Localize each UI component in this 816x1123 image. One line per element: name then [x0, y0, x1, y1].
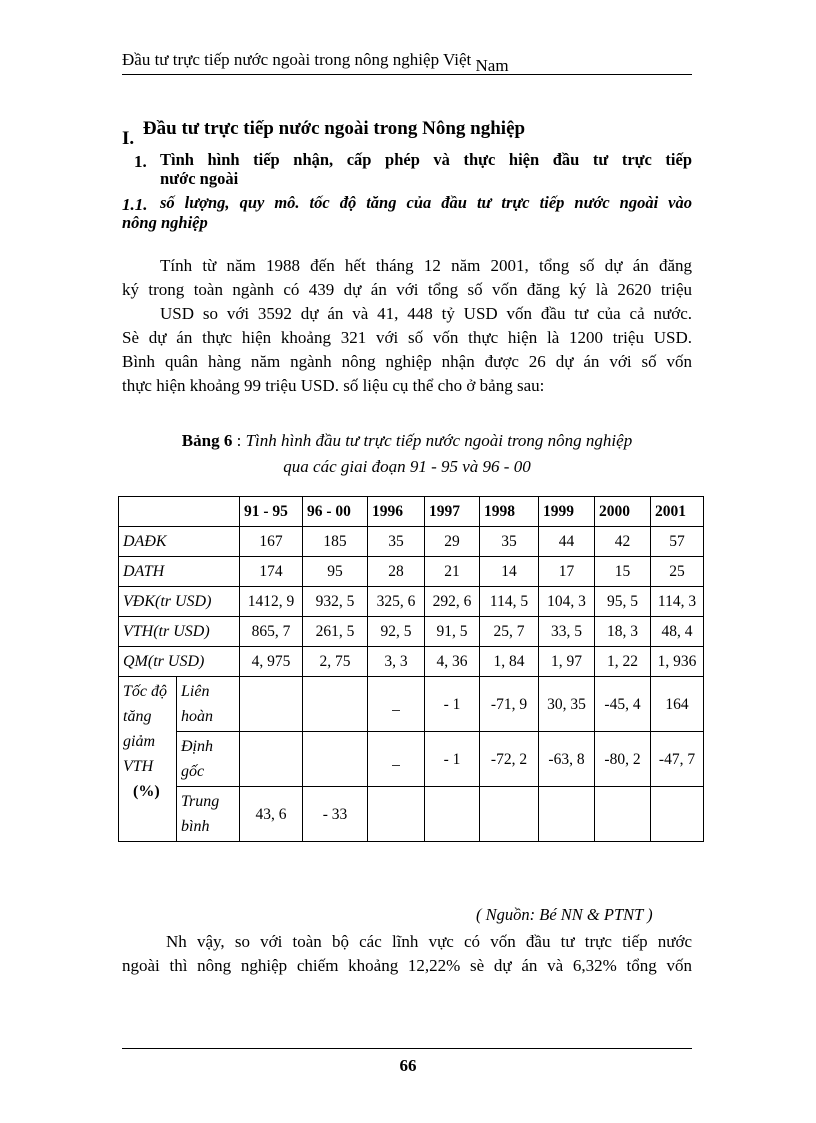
growth-group-title: Tốc độ tăng giảm VTH: [123, 683, 167, 775]
table-cell: 114, 3: [651, 587, 704, 617]
table-cell: [240, 677, 303, 732]
table-cell: 164: [651, 677, 704, 732]
paragraph-2: [122, 930, 692, 978]
paragraph-2-line: ngoài thì nông nghiệp chiếm khoảng 12,22% sè dự án và 6,32% tổng vốn: [122, 956, 692, 975]
footer-divider: [122, 1048, 692, 1049]
paragraph-1-line: Bình quân hàng năm ngành nông nghiệp nhận được 26 dự án với số vốn: [122, 352, 692, 371]
table-cell: 95: [303, 557, 368, 587]
row-label: Trung bình: [177, 787, 240, 842]
caption-label: Bảng 6: [181, 431, 233, 450]
caption-separator: :: [232, 431, 246, 450]
table-cell: _: [368, 732, 425, 787]
column-header: 1999: [539, 497, 595, 527]
table-cell: [480, 787, 539, 842]
row-label: QM(tr USD): [119, 647, 240, 677]
paragraph-1-line: Sè dự án thực hiện khoảng 321 với số vốn thực hiện là 1200 triệu USD.: [122, 328, 692, 347]
row-label: DATH: [119, 557, 240, 587]
table-cell: [368, 787, 425, 842]
paragraph-1-line: ký trong toàn ngành có 439 dự án với tổng số vốn đăng ký là 2620 triệu: [122, 280, 692, 299]
row-label: DAĐK: [119, 527, 240, 557]
column-header: 2001: [651, 497, 704, 527]
table-cell: - 1: [425, 732, 480, 787]
table-cell: [303, 732, 368, 787]
table-source: ( Nguồn: Bé NN & PTNT ): [476, 905, 653, 924]
table-cell: 25: [651, 557, 704, 587]
paragraph-2-line: Nh vậy, so với toàn bộ các lĩnh vực có vốn đầu tư trực tiếp nước: [166, 932, 692, 951]
table-row: [119, 527, 704, 557]
table-cell: 1, 936: [651, 647, 704, 677]
table-row: [119, 647, 704, 677]
table-row: [119, 557, 704, 587]
page-number: 66: [399, 1056, 417, 1075]
heading-3-line-1: số lượng, quy mô. tốc độ tăng của đầu tư trực tiếp nước ngoài vào: [160, 193, 692, 212]
table-cell: 292, 6: [425, 587, 480, 617]
paragraph-1-line: USD so với 3592 dự án và 41, 448 tỷ USD vốn đầu tư của cả nước.: [160, 304, 692, 323]
header-title-tail: Nam: [475, 56, 509, 75]
table-cell: 2, 75: [303, 647, 368, 677]
table-cell: 1, 84: [480, 647, 539, 677]
table-cell: - 33: [303, 787, 368, 842]
heading-2-line-1: Tình hình tiếp nhận, cấp phép và thực hiện đầu tư trực tiếp: [160, 150, 692, 169]
table-cell: 4, 975: [240, 647, 303, 677]
table-cell: 261, 5: [303, 617, 368, 647]
table-cell: 91, 5: [425, 617, 480, 647]
table-cell: 3, 3: [368, 647, 425, 677]
column-header: 2000: [595, 497, 651, 527]
header-title: Đầu tư trực tiếp nước ngoài trong nông nghiệp Việt: [122, 50, 472, 69]
table-cell: 865, 7: [240, 617, 303, 647]
table-cell: 14: [480, 557, 539, 587]
table-cell: 185: [303, 527, 368, 557]
table-cell: -80, 2: [595, 732, 651, 787]
table-cell: 18, 3: [595, 617, 651, 647]
table-cell: 42: [595, 527, 651, 557]
table-cell: 92, 5: [368, 617, 425, 647]
table-header-row: [119, 497, 704, 527]
table-cell: 33, 5: [539, 617, 595, 647]
column-header: 96 - 00: [303, 497, 368, 527]
table-cell: 57: [651, 527, 704, 557]
table-cell: 43, 6: [240, 787, 303, 842]
table-cell: 15: [595, 557, 651, 587]
growth-group-label: [119, 677, 177, 842]
table-row: [119, 732, 704, 787]
column-header: 1997: [425, 497, 480, 527]
table-cell: 1, 22: [595, 647, 651, 677]
table-caption: [122, 428, 692, 480]
growth-group-unit: (%): [133, 783, 160, 800]
table-cell: 104, 3: [539, 587, 595, 617]
table-cell: [240, 732, 303, 787]
page-header: [122, 50, 692, 75]
row-label: VĐK(tr USD): [119, 587, 240, 617]
table-cell: [595, 787, 651, 842]
table-cell: 30, 35: [539, 677, 595, 732]
table-row: [119, 677, 704, 732]
investment-table: [118, 496, 704, 842]
table-cell: 4, 36: [425, 647, 480, 677]
paragraph-1-line: thực hiện khoảng 99 triệu USD. số liệu cụ thể cho ở bảng sau:: [122, 376, 545, 395]
paragraph-1-line: Tính từ năm 1988 đến hết tháng 12 năm 2001, tổng số dự án đăng: [160, 256, 692, 275]
column-header: 91 - 95: [240, 497, 303, 527]
table-cell: 35: [480, 527, 539, 557]
row-label: Định gốc: [177, 732, 240, 787]
table-cell: 114, 5: [480, 587, 539, 617]
table-cell: [651, 787, 704, 842]
table-cell: 1, 97: [539, 647, 595, 677]
heading-3-line-2: nông nghiệp: [122, 213, 208, 232]
table-row: [119, 617, 704, 647]
table-cell: -63, 8: [539, 732, 595, 787]
column-header: 1998: [480, 497, 539, 527]
caption-title: Tình hình đầu tư trực tiếp nước ngoài trong nông nghiệp: [245, 431, 633, 450]
table-row: [119, 787, 704, 842]
table-cell: [539, 787, 595, 842]
table-cell: 28: [368, 557, 425, 587]
table-cell: 35: [368, 527, 425, 557]
heading-2-number: 1.: [134, 152, 147, 171]
table-cell: [303, 677, 368, 732]
table-cell: 932, 5: [303, 587, 368, 617]
table-cell: -72, 2: [480, 732, 539, 787]
table-cell: 17: [539, 557, 595, 587]
table-cell: 167: [240, 527, 303, 557]
heading-1-text: Đầu tư trực tiếp nước ngoài trong Nông nghiệp: [142, 118, 526, 139]
table-cell: 21: [425, 557, 480, 587]
table-cell: 44: [539, 527, 595, 557]
table-cell: -71, 9: [480, 677, 539, 732]
table-cell: 25, 7: [480, 617, 539, 647]
table-row: [119, 587, 704, 617]
table-cell: 1412, 9: [240, 587, 303, 617]
heading-1-number: I.: [122, 128, 135, 149]
table-cell: -47, 7: [651, 732, 704, 787]
table-cell: _: [368, 677, 425, 732]
table-cell: 325, 6: [368, 587, 425, 617]
row-label: Liên hoàn: [177, 677, 240, 732]
paragraph-1: [122, 254, 692, 398]
table-cell: 174: [240, 557, 303, 587]
table-cell: 29: [425, 527, 480, 557]
table-cell: [425, 787, 480, 842]
table-cell: -45, 4: [595, 677, 651, 732]
heading-2-line-2: nước ngoài: [160, 169, 239, 188]
caption-line-2: qua các giai đoạn 91 - 95 và 96 - 00: [283, 457, 531, 476]
table-cell: 48, 4: [651, 617, 704, 647]
row-label: VTH(tr USD): [119, 617, 240, 647]
heading-1: [122, 118, 526, 149]
heading-3-number: 1.1.: [122, 195, 148, 214]
table-cell: 95, 5: [595, 587, 651, 617]
caption-line-1: [122, 428, 692, 454]
table-corner-cell: [119, 497, 240, 527]
column-header: 1996: [368, 497, 425, 527]
table-cell: - 1: [425, 677, 480, 732]
